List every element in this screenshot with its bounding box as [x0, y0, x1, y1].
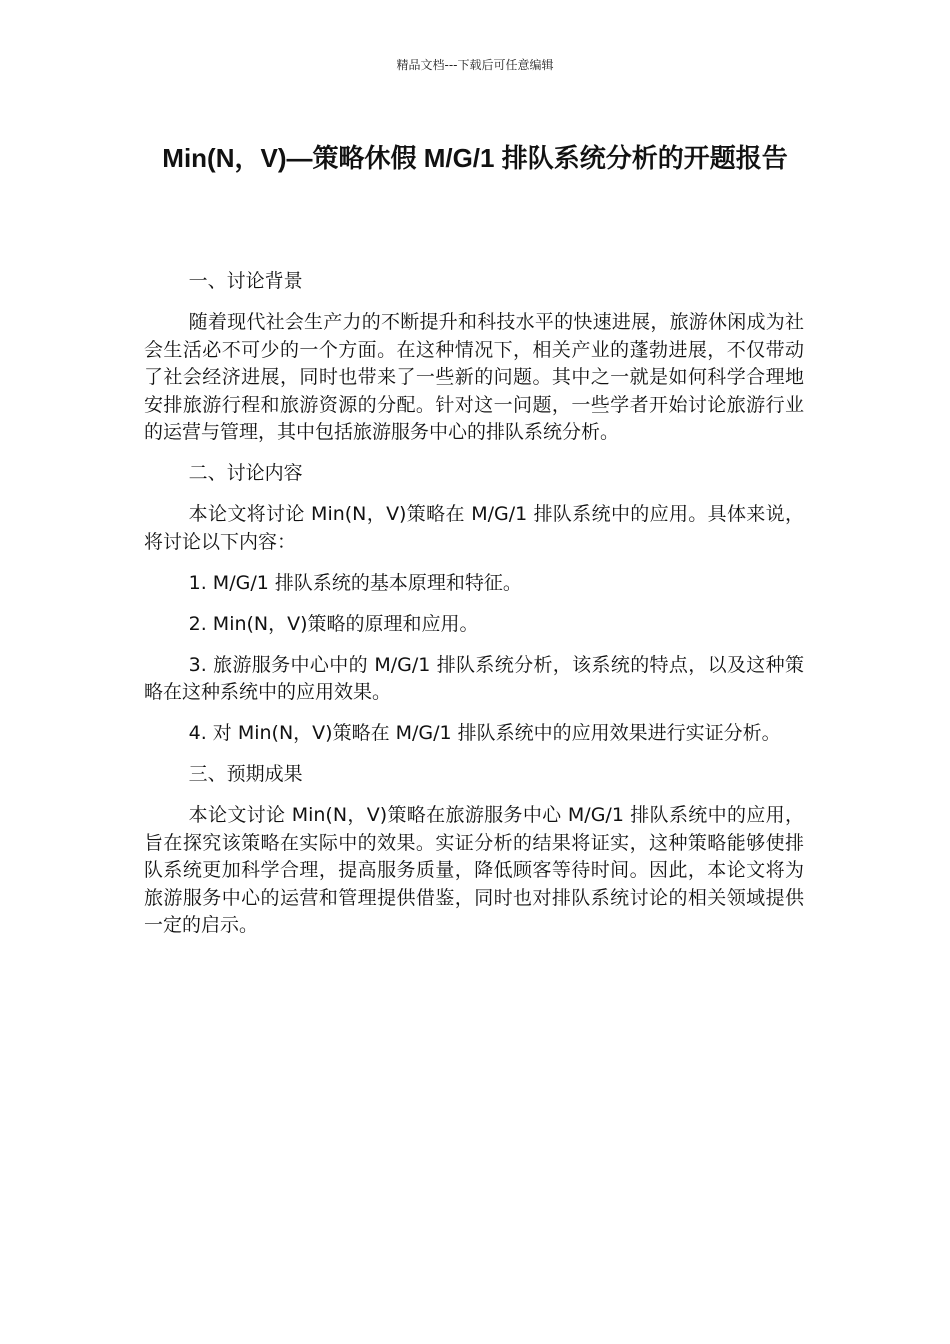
list-item-3: 3. 旅游服务中心中的 M/G/1 排队系统分析，该系统的特点，以及这种策略在这种系统中的应用效果。 — [144, 653, 804, 703]
list-item-2: 2. Min(N，V)策略的原理和应用。 — [188, 612, 479, 635]
paragraph-background: 随着现代社会生产力的不断提升和科技水平的快速进展，旅游休闲成为社会生活必不可少的一个方面。在这种情况下，相关产业的蓬勃进展，不仅带动了社会经济进展，同时也带来了一些新的问题。其中之一就是如何科学合理地安排旅游行程和旅游资源的分配。针对这一问题，一些学者开始讨论旅游行业的运营与管理，其中包括旅游服务中心的排队系统分析。 — [144, 311, 804, 443]
paragraph-outcomes: 本论文讨论 Min(N，V)策略在旅游服务中心 M/G/1 排队系统中的应用，旨在探究该策略在实际中的效果。实证分析的结果将证实，这种策略能够使排队系统更加科学合理，提高服务质量，降低顾客等待时间。因此，本论文将为旅游服务中心的运营和管理提供借鉴，同时也对排队系统讨论的相关领域提供一定的启示。 — [144, 804, 804, 936]
paragraph-content-intro: 本论文将讨论 Min(N，V)策略在 M/G/1 排队系统中的应用。具体来说，将讨论以下内容： — [144, 503, 804, 553]
section-heading-content: 二、讨论内容 — [188, 462, 303, 484]
section-heading-background: 一、讨论背景 — [188, 270, 303, 292]
list-item-1: 1. M/G/1 排队系统的基本原理和特征。 — [188, 571, 522, 594]
section-heading-outcomes: 三、预期成果 — [188, 763, 303, 785]
document-title: Min(N，V)—策略休假 M/G/1 排队系统分析的开题报告 — [162, 143, 788, 173]
page-header: 精品文档---下载后可任意编辑 — [396, 58, 554, 72]
list-item-4: 4. 对 Min(N，V)策略在 M/G/1 排队系统中的应用效果进行实证分析。 — [188, 722, 781, 744]
document-body — [144, 268, 804, 953]
